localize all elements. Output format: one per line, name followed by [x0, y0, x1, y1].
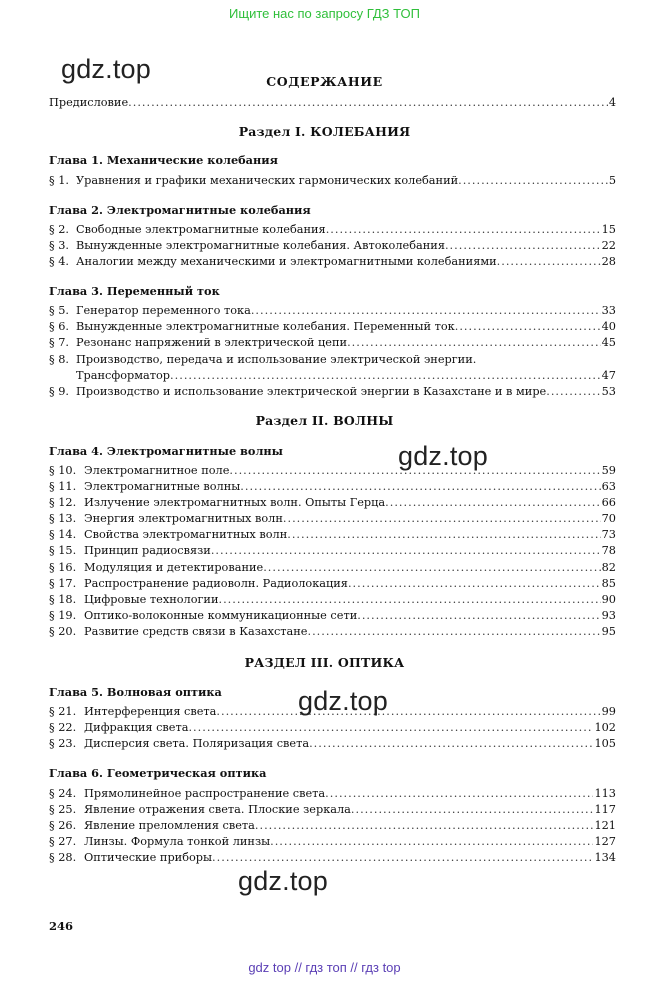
chapter-heading-2: Глава 2. Электромагнитные колебания	[49, 203, 311, 217]
dot-leader	[170, 369, 601, 382]
dot-leader	[263, 561, 600, 574]
toc-entry-preface[interactable]	[49, 96, 616, 111]
section-heading-2: Раздел II. ВОЛНЫ	[255, 413, 394, 428]
dot-leader	[546, 385, 600, 398]
toc-entry[interactable]: § 2. Свободные электромагнитные колебания ..... 15	[49, 223, 616, 238]
dot-leader	[455, 320, 601, 333]
toc-entry[interactable]: § 24. Прямолинейное распространение света ..... 113	[49, 787, 616, 802]
toc-entry[interactable]: § 12. Излучение электромагнитных волн. Опыты Герца ..... 66	[49, 496, 616, 511]
toc-entry[interactable]: § 8. Производство, передача и использование электрической энергии.	[49, 353, 477, 366]
toc-entry[interactable]: § 22. Дифракция света ..... 102	[49, 721, 616, 736]
dot-leader	[497, 255, 601, 268]
dot-leader	[270, 835, 593, 848]
dot-leader	[216, 705, 600, 718]
toc-entry[interactable]: § 20. Развитие средств связи в Казахстане ..... 95	[49, 625, 616, 640]
dot-leader	[458, 174, 608, 187]
toc-entry[interactable]: § 23. Дисперсия света. Поляризация света ..... 105	[49, 737, 616, 752]
page-title: СОДЕРЖАНИЕ	[266, 74, 383, 89]
watermark-2: gdz.top	[398, 441, 488, 471]
toc-entry-title: Предисловие	[49, 96, 129, 109]
section-heading-1: Раздел I. КОЛЕБАНИЯ	[238, 124, 411, 139]
dot-leader	[128, 96, 608, 109]
page-number: 246	[49, 919, 74, 933]
toc-entry[interactable]: § 6. Вынужденные электромагнитные колебания. Переменный ток ..... 40	[49, 320, 616, 335]
toc-entry-page: 4	[608, 96, 616, 109]
dot-leader	[385, 496, 600, 509]
top-banner: Ищите нас по запросу ГДЗ ТОП	[229, 6, 420, 21]
dot-leader	[255, 819, 594, 832]
watermark-3: gdz.top	[298, 686, 388, 716]
dot-leader	[218, 593, 600, 606]
toc-entry[interactable]: § 18. Цифровые технологии ..... 90	[49, 593, 616, 608]
dot-leader	[351, 803, 594, 816]
toc-entry[interactable]: § 17. Распространение радиоволн. Радиолокация ..... 85	[49, 577, 616, 592]
chapter-heading-3: Глава 3. Переменный ток	[49, 284, 220, 298]
dot-leader	[325, 787, 593, 800]
toc-entry[interactable]: § 14. Свойства электромагнитных волн ..... 73	[49, 528, 616, 543]
toc-entry[interactable]: § 25. Явление отражения света. Плоские зеркала ..... 117	[49, 803, 616, 818]
dot-leader	[212, 851, 593, 864]
toc-entry[interactable]: § 19. Оптико-волоконные коммуникационные сети ..... 93	[49, 609, 616, 624]
dot-leader	[229, 464, 600, 477]
dot-leader	[188, 721, 593, 734]
dot-leader	[348, 577, 601, 590]
toc-entry[interactable]: § 11. Электромагнитные волны ..... 63	[49, 480, 616, 495]
dot-leader	[445, 239, 601, 252]
dot-leader	[308, 625, 601, 638]
dot-leader	[347, 336, 601, 349]
toc-entry[interactable]: § 1. Уравнения и графики механических гармонических колебаний ..... 5	[49, 174, 616, 189]
chapter-heading-1: Глава 1. Механические колебания	[49, 153, 278, 167]
chapter-heading-4: Глава 4. Электромагнитные волны	[49, 444, 284, 458]
toc-entry[interactable]: § 3. Вынужденные электромагнитные колебания. Автоколебания ..... 22	[49, 239, 616, 254]
watermark-1: gdz.top	[61, 54, 151, 84]
dot-leader	[309, 737, 593, 750]
dot-leader	[357, 609, 600, 622]
dot-leader	[283, 512, 601, 525]
footer-links[interactable]: gdz top // гдз топ // гдз top	[248, 960, 401, 975]
toc-entry[interactable]: § 9. Производство и использование электрической энергии в Казахстане и в мире ..... 53	[49, 385, 616, 400]
toc-entry[interactable]: § 26. Явление преломления света ..... 121	[49, 819, 616, 834]
toc-entry-continuation[interactable]: Трансформатор ..... 47	[76, 369, 616, 384]
toc-entry[interactable]: § 21. Интерференция света ..... 99	[49, 705, 616, 720]
toc-entry[interactable]: § 16. Модуляция и детектирование ..... 82	[49, 561, 616, 576]
toc-entry[interactable]: § 7. Резонанс напряжений в электрической цепи ..... 45	[49, 336, 616, 351]
toc-entry[interactable]: § 4. Аналогии между механическими и электромагнитными колебаниями ..... 28	[49, 255, 616, 270]
toc-entry[interactable]: § 28. Оптические приборы ..... 134	[49, 851, 616, 866]
dot-leader	[211, 544, 601, 557]
chapter-heading-5: Глава 5. Волновая оптика	[49, 685, 222, 699]
watermark-4: gdz.top	[238, 866, 328, 896]
section-heading-3: РАЗДЕЛ III. ОПТИКА	[244, 655, 405, 670]
dot-leader	[326, 223, 601, 236]
dot-leader	[287, 528, 600, 541]
toc-entry[interactable]: § 27. Линзы. Формула тонкой линзы ..... 127	[49, 835, 616, 850]
toc-entry[interactable]: § 15. Принцип радиосвязи ..... 78	[49, 544, 616, 559]
toc-entry[interactable]: § 10. Электромагнитное поле ..... 59	[49, 464, 616, 479]
toc-entry[interactable]: § 5. Генератор переменного тока ..... 33	[49, 304, 616, 319]
toc-entry[interactable]: § 13. Энергия электромагнитных волн ..... 70	[49, 512, 616, 527]
dot-leader	[240, 480, 600, 493]
dot-leader	[251, 304, 601, 317]
chapter-heading-6: Глава 6. Геометрическая оптика	[49, 766, 267, 780]
